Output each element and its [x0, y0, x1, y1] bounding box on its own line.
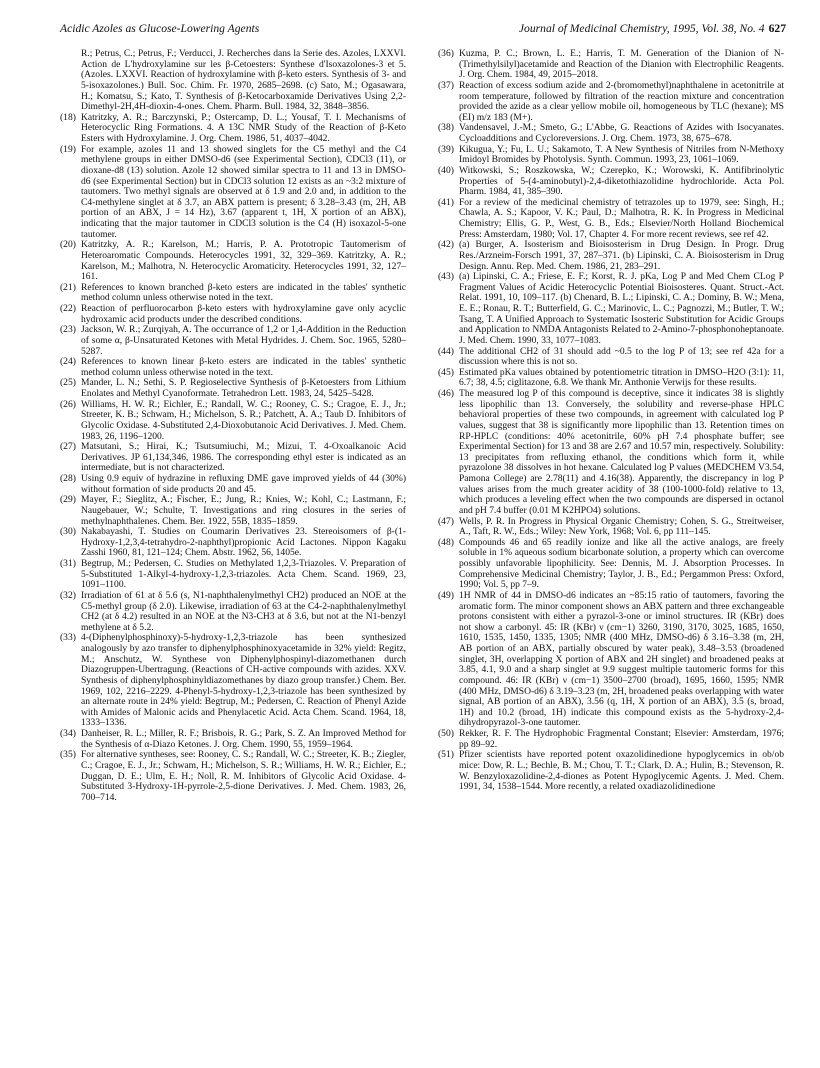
reference-entry	[438, 538, 784, 591]
reference-text: The additional CH2 of 31 should add ~0.5 to the log P of 13; see ref 42a for a discussion where this is not so.	[459, 345, 784, 368]
reference-entry	[60, 145, 406, 241]
reference-number: (22)	[60, 303, 76, 314]
reference-number: (30)	[60, 526, 76, 538]
reference-entry	[60, 495, 406, 527]
reference-entry	[438, 389, 784, 517]
reference-entry	[438, 123, 784, 144]
reference-entry	[60, 559, 406, 591]
reference-number: (24)	[60, 356, 76, 368]
reference-entry	[438, 272, 784, 346]
reference-number: (40)	[438, 164, 454, 176]
reference-number: (27)	[60, 441, 76, 453]
reference-number: (21)	[60, 281, 76, 293]
reference-number: (48)	[438, 536, 454, 548]
reference-entry	[60, 325, 406, 357]
reference-entry	[438, 240, 784, 272]
reference-text: Nakabayashi, T. Studies on Coumarin Derivatives 23. Stereoisomers of β-(1-Hydroxy-1,2,3,4-tetrahydro-2-naphthyl)propionic Acid Lactones. Nippon Kagaku Zasshi 1960, 81, 121–124; Chem. Abstr. 1962, 56, 1405e.	[81, 526, 406, 559]
reference-entry	[438, 347, 784, 368]
reference-entry	[60, 591, 406, 634]
reference-entry	[60, 49, 406, 113]
reference-text: Reaction of perfluorocarbon β-keto esters with hydroxylamine gave only acyclic hydroxamic acid products under the described conditions.	[81, 303, 406, 325]
reference-text: References to known linear β-keto esters are indicated in the tables' synthetic method column unless otherwise noted in the text.	[81, 356, 406, 378]
reference-text: Katritzky, A. R.; Karelson, M.; Harris, P. A. Prototropic Tautomerism of Heteroaromatic Compounds. Heterocycles 1991, 32, 329–369. Katritzky, A. R.; Karelson, M.; Malhotra, N. Heterocyclic Aromaticity. Heterocycles 1991, 32, 127–161.	[81, 239, 406, 283]
reference-number: (32)	[60, 589, 76, 601]
reference-entry	[60, 442, 406, 474]
reference-number: (33)	[60, 632, 76, 644]
reference-entry	[438, 368, 784, 389]
reference-number: (51)	[438, 749, 454, 761]
reference-number: (49)	[438, 589, 454, 601]
reference-text: For a review of the medicinal chemistry of tetrazoles up to 1979, see: Singh, H.; Chawla, A. S.; Kapoor, V. K.; Paul, D.; Malhotra, R. K. In Progress in Medicinal Chemistry; Ellis, G. P., West, G. B., Eds.; Elsevier/North Holland Biochemical Press: Amsterdam, 1980; Vol. 17, Chapter 4. For more recent reviews, see ref 42.	[459, 196, 784, 240]
reference-number: (45)	[438, 366, 454, 378]
reference-text: 4-(Diphenylphosphinoxy)-5-hydroxy-1,2,3-triazole has been synthesized analogously by azo transfer to diphenylphosphinoxyacetamide in 32% yield: Regitz, M.; Anschutz, W. Synthese von Diphenylphospinyl-diazomethanen durch Diazogruppen-Ubertragung. (Reactions of CH-active compounds with azides. XXV. Synthesis of diphenylphosphinyldiazomethanes by diazo group transfer.) Chem. Ber. 1969, 102, 2216–2229. 4-Phenyl-5-hydroxy-1,2,3-triazole has been synthesized by an alternate route in 24% yield: Begtrup, M.; Pedersen, C. Reaction of Phenyl Azide with Amides of Malonic acids and Phenylacetic Acid. Acta Chem. Scand. 1964, 18, 1333–1336.	[81, 632, 406, 729]
reference-text: Katritzky, A. R.; Barczynski, P.; Ostercamp, D. L.; Yousaf, T. I. Mechanisms of Heterocyclic Ring Formations. 4. A 13C NMR Study of the Reaction of β-Keto Esters with Hydroxylamine. J. Org. Chem. 1986, 51, 4037–4042.	[81, 111, 406, 144]
reference-text: Compounds 46 and 65 readily ionize and like all the active analogs, are freely soluble in 1% aqueous sodium bicarbonate solution, a property which can overcome possibly unfavorable lipophilicity. See: Dennis, M. J. Absorption Processes. In Comprehensive Medicinal Chemistry; Taylor, J. B., Ed.; Pergammon Press: Oxford, 1990; Vol. 5, pp 7–9.	[459, 536, 784, 591]
reference-text: Pfizer scientists have reported potent oxazolidinedione hypoglycemics in ob/ob mice: Dow, R. L.; Bechle, B. M.; Chou, T. T.; Clark, D. A.; Hulin, B.; Stevenson, R. W. Benzyloxazolidine-2,4-diones as Potent Hypoglycemic Agents. J. Med. Chem. 1991, 34, 1538–1544. More recently, a related oxadiazolidinedione	[459, 749, 784, 793]
reference-text: Matsutani, S.; Hirai, K.; Tsutsumiuchi, M.; Mizui, T. 4-Oxoalkanoic Acid Derivatives. JP 61,134,346, 1986. The corresponding ethyl ester is indicated as an intermediate, but is not characterized.	[81, 441, 406, 474]
reference-text: 1H NMR of 44 in DMSO-d6 indicates an ~85:15 ratio of tautomers, favoring the aromatic form. The minor component shows an ABX pattern and three exchangeable protons consistent with either a pyrazol-3-one or iminol structures. IR (KBr) does not show a carbonyl. 45: IR (KBr) ν (cm−1) 3260, 3190, 3170, 3025, 1685, 1650, 1610, 1535, 1450, 1335, 1305; NMR (400 MHz, DMSO-d6) δ 3.16–3.38 (m, 2H, AB portion of an ABX, partially obscured by water peak), 3.48–3.53 (broadened singlet, 3H, overlapping X portion of ABX and 2H singlet) and broadened peaks at 3.85, 4.1, 9.0 and a sharp singlet at 9.9 suggest multiple tautomeric forms for this compound. 46: IR (KBr) ν (cm−1) 3500–2700 (broad), 1695, 1660, 1595; NMR (400 MHz, DMSO-d6) δ 3.19–3.23 (m, 2H, broadened peaks overlapping with water signal, AB portion of an ABX), 3.56 (q, 1H, X portion of an ABX), 3.5 (s, broad, 1H) and 10.2 (broad, 1H) indicate this compound exists as the 5-hydroxy-2,4-dihydropyrazol-3-one tautomer.	[459, 589, 784, 729]
reference-entry	[60, 240, 406, 283]
reference-number: (47)	[438, 515, 454, 527]
journal-name: Journal of Medicinal Chemistry, 1995, Vol. 38, No. 4	[518, 22, 765, 35]
reference-number: (37)	[438, 79, 454, 91]
references-right-column	[438, 49, 784, 793]
reference-entry	[60, 304, 406, 325]
reference-number: (34)	[60, 728, 76, 739]
reference-entry	[60, 378, 406, 399]
reference-number: (38)	[438, 122, 454, 134]
reference-number: (25)	[60, 377, 76, 389]
reference-text: R.; Petrus, C.; Petrus, F.; Verducci, J. Recherches dans la Serie des. Azoles, LXXVI. Action de L'hydroxylamine sur les β-Cetoesters: Synthese d'Isoxazolones-3 et 5. (Azoles. LXXVI. Reaction of hydroxylamine with β-keto esters. Synthesis of 3- and 5-isoxazolones.) Bull. Soc. Chim. Fr. 1970, 2685–2698. (c) Sato, M.; Ogasawara, H.; Komatsu, S.; Kato, T. Synthesis of β-Ketocarboxamide Derivatives Using 2,2-Dimethyl-2H,4H-dioxin-4-ones. Chem. Pharm. Bull. 1984, 32, 3848–3856.	[81, 48, 406, 113]
reference-text: References to known branched β-keto esters are indicated in the tables' synthetic method column unless otherwise noted in the text.	[81, 281, 406, 304]
reference-text: For example, azoles 11 and 13 showed singlets for the C5 methyl and the C4 methylene groups in either DMSO-d6 (see Experimental Section), CDCl3 (11), or dioxane-d8 (13) solution. Azole 12 showed similar spectra to 11 and 13 in DMSO-d6 (see Experimental Section) but in CDCl3 solution 12 exists as an ~3:2 mixture of tautomers. Two methyl signals are observed at δ 1.9 and 2.0 and, in addition to the C4-methylene singlet at δ 3.7, an ABX pattern is present; δ 3.28–3.43 (m, 2H, AB portion of an ABX, J = 14 Hz), 3.67 (apparent t, 1H, X portion of an ABX), indicating that the major tautomer in CDCl3 solution is the C4 (H) isoxazol-5-one tautomer.	[81, 143, 406, 240]
reference-text: Using 0.9 equiv of hydrazine in refluxing DME gave improved yields of 44 (30%) without formation of side products 20 and 45.	[81, 473, 406, 495]
reference-text: Irradiation of 61 at δ 5.6 (s, N1-naphthalenylmethyl CH2) produced an NOE at the C5-methyl group (δ 2.0). Likewise, irradiation of 63 at the C4-2-naphthalenylmethyl CH2 (at δ 4.2) resulted in an NOE at the N3-CH3 at δ 3.6, but not at the N1-benzyl methylene at δ 5.2.	[81, 589, 406, 633]
reference-entry	[60, 750, 406, 803]
reference-number: (44)	[438, 345, 454, 357]
reference-entry	[60, 283, 406, 304]
reference-entry	[60, 729, 406, 750]
reference-number: (46)	[438, 388, 454, 399]
reference-number: (39)	[438, 143, 454, 155]
reference-number: (28)	[60, 473, 76, 484]
reference-entry	[438, 81, 784, 124]
reference-text: Begtrup, M.; Pedersen, C. Studies on Methylated 1,2,3-Triazoles. V. Preparation of 5-Substituted 1-Alkyl-4-hydroxy-1,2,3-triazoles. Acta Chem. Scand. 1969, 23, 1091–1100.	[81, 558, 406, 591]
reference-text: Williams, H. W. R.; Eichler, E.; Randall, W. C.; Rooney, C. S.; Cragoe, E. J., Jr.; Streeter, K. B.; Schwam, H.; Michelson, S. R.; Patchett, A. A.; Taub D. Inhibitors of Glycolic Oxidase. 4-Substituted 2,4-Dioxobutanoic Acid Derivatives. J. Med. Chem. 1983, 26, 1196–1200.	[81, 398, 406, 442]
reference-number: (19)	[60, 143, 76, 155]
reference-number: (23)	[60, 324, 76, 336]
reference-entry	[438, 198, 784, 241]
reference-number: (42)	[438, 239, 454, 251]
reference-text: Kuzma, P. C.; Brown, L. E.; Harris, T. M. Generation of the Dianion of N-(Trimethylsilyl)acetamide and Reaction of the Dianion with Electrophilic Reagents. J. Org. Chem. 1984, 49, 2015–2018.	[459, 48, 784, 81]
reference-text: (a) Lipinski, C. A.; Friese, E. F.; Korst, R. J. pKa, Log P and Med Chem CLog P Fragment Values of Acidic Heterocyclic Potential Bioisosteres. Quant. Struct.-Act. Relat. 1991, 10, 109–117. (b) Chenard, B. L.; Lipinski, C. A.; Dominy, B. W.; Mena, E. E.; Ronau, R. T.; Butterfield, G. C.; Marinovic, L. C.; Pagnozzi, M.; Butler, T. W.; Tsang, T. A Unified Approach to Systematic Isosteric Substitution for Acidic Groups and Application to NMDA Antagonists Related to 2-Amino-7-phosphonoheptanoate. J. Med. Chem. 1990, 33, 1077–1083.	[459, 271, 784, 346]
reference-text: Estimated pKa values obtained by potentiometric titration in DMSO–H2O (3:1): 11, 6.7; 38, 4.5; ciglitazone, 6.8. We thank Mr. Anthonie Verwijs for these results.	[459, 366, 784, 389]
reference-entry	[438, 145, 784, 166]
reference-number: (43)	[438, 271, 454, 283]
reference-entry	[438, 517, 784, 538]
reference-text: Wells, P. R. In Progress in Physical Organic Chemistry; Cohen, S. G., Streitweiser, A., Taft, R. W., Eds.; Wiley: New York, 1968; Vol. 6, pp 111–145.	[459, 515, 784, 538]
reference-text: Danheiser, R. L.; Miller, R. F.; Brisbois, R. G.; Park, S. Z. An Improved Method for the Synthesis of α-Diazo Ketones. J. Org. Chem. 1990, 55, 1959–1964.	[81, 728, 406, 750]
reference-text: Jackson, W. R.; Zurqiyah, A. The occurrance of 1,2 or 1,4-Addition in the Reduction of some α, β-Unsaturated Ketones with Metal Hydrides. J. Chem. Soc. 1965, 5280–5287.	[81, 324, 406, 357]
reference-number: (41)	[438, 196, 454, 208]
page-header	[60, 22, 786, 40]
reference-entry	[438, 591, 784, 729]
running-title: Acidic Azoles as Glucose-Lowering Agents	[60, 22, 260, 35]
reference-entry	[438, 49, 784, 81]
reference-number: (31)	[60, 558, 76, 569]
reference-number: (35)	[60, 749, 76, 761]
reference-text: Mander, L. N.; Sethi, S. P. Regioselective Synthesis of β-Ketoesters from Lithium Enolates and Methyl Cyanoformate. Tetrahedron Lett. 1983, 24, 5425–5428.	[81, 377, 406, 399]
reference-text: For alternative syntheses, see: Rooney, C. S.; Randall, W. C.; Streeter, K. B.; Ziegler, C.; Cragoe, E. J., Jr.; Schwam, H.; Michelson, S. R.; Williams, H. W. R.; Eichler, E.; Duggan, D. E.; Ulm, E. H.; Noll, R. M. Inhibitors of Glycolic Acid Oxidase. 4-Substituted 3-Hydroxy-1H-pyrrole-2,5-dione Derivatives. J. Med. Chem. 1983, 26, 700–714.	[81, 749, 406, 803]
reference-entry	[60, 113, 406, 145]
reference-number: (18)	[60, 111, 76, 123]
reference-entry	[438, 750, 784, 793]
journal-citation	[519, 22, 786, 35]
reference-number: (36)	[438, 48, 454, 59]
reference-entry	[60, 474, 406, 495]
reference-text: (a) Burger, A. Isosterism and Bioisosterism in Drug Design. In Progr. Drug Res./Arzneim-Forsch 1991, 37, 287–371. (b) Lipinski, C. A. Bioisosterism in Drug Design. Annu. Rep. Med. Chem. 1986, 21, 283–291.	[459, 239, 784, 272]
reference-text: Vandensavel, J.-M.; Smeto, G.; L'Abbe, G. Reactions of Azides with Isocyanates. Cycloadditions and Cycloreversions. J. Org. Chem. 1973, 38, 675–678.	[459, 122, 784, 144]
reference-entry	[438, 729, 784, 750]
reference-text: Reaction of excess sodium azide and 2-(bromomethyl)naphthalene in acetonitrile at room temperature, followed by filtration of the reaction mixture and concentration provided the azide as a clear yellow mobile oil, homogeneous by TLC (hexane); MS (EI) m/z 183 (M+).	[459, 79, 784, 123]
references-left-column	[60, 49, 406, 803]
reference-entry	[60, 527, 406, 559]
reference-number: (50)	[438, 728, 454, 739]
reference-entry	[60, 357, 406, 378]
reference-number: (20)	[60, 239, 76, 251]
reference-text: The measured log P of this compound is deceptive, since it indicates 38 is slightly less lipophilic than 13. Conversely, the solubility and reverse-phase HPLC behavioral properties of these two compounds, in agreement with calculated log P values, suggest that 38 is significantly more lipophilic than 13. Retention times on RP-HPLC (conditions: 40% acetonitrile, 60% pH 7.4 phosphate buffer; see Experimental Section) for 13 and 38 are 2.67 and 10.57 min, respectively. Solubility: 13 precipitates from refluxing ethanol, the conditions which form it, while pyrazolone 38 dissolves in hot hexane. Calculated log P values (MEDCHEM V3.54, Pamona College) are 2.78(11) and 4.16(38). Apparently, the discrepancy in log P values arises from the much greater acidity of 38 (100-1000-fold) relative to 13, which produces a leveling effect when the two compounds are dispersed in octanol and pH 7.4 buffer (0.01 M K2HPO4) solutions.	[459, 388, 784, 516]
reference-entry	[438, 166, 784, 198]
reference-text: Rekker, R. F. The Hydrophobic Fragmental Constant; Elsevier: Amsterdam, 1976; pp 89–92.	[459, 728, 784, 750]
reference-number: (26)	[60, 398, 76, 410]
reference-text: Kikugua, Y.; Fu, L. U.; Sakamoto, T. A New Synthesis of Nitriles from N-Methoxy Imidoyl Bromides by Photolysis. Synth. Commun. 1993, 23, 1061–1069.	[459, 143, 784, 166]
reference-entry	[60, 633, 406, 729]
reference-text: Mayer, F.; Sieglitz, A.; Fischer, E.; Jung, R.; Knies, W.; Kohl, C.; Lastmann, F.; Naugebauer, W.; Schulte, T. Investigations and ring closures in the series of methylnaphthalenes. Chem. Ber. 1922, 55B, 1835–1859.	[81, 494, 406, 527]
reference-text: Witkowski, S.; Roszkowska, W.; Czerepko, K.; Worowski, K. Antifibrinolytic Properties of 5-(4-aminobutyl)-2,4-diketothiazolidine hydrochloride. Acta Pol. Pharm. 1984, 41, 385–390.	[459, 164, 784, 198]
reference-entry	[60, 400, 406, 443]
page-number: 627	[768, 22, 786, 35]
reference-number: (29)	[60, 494, 76, 506]
